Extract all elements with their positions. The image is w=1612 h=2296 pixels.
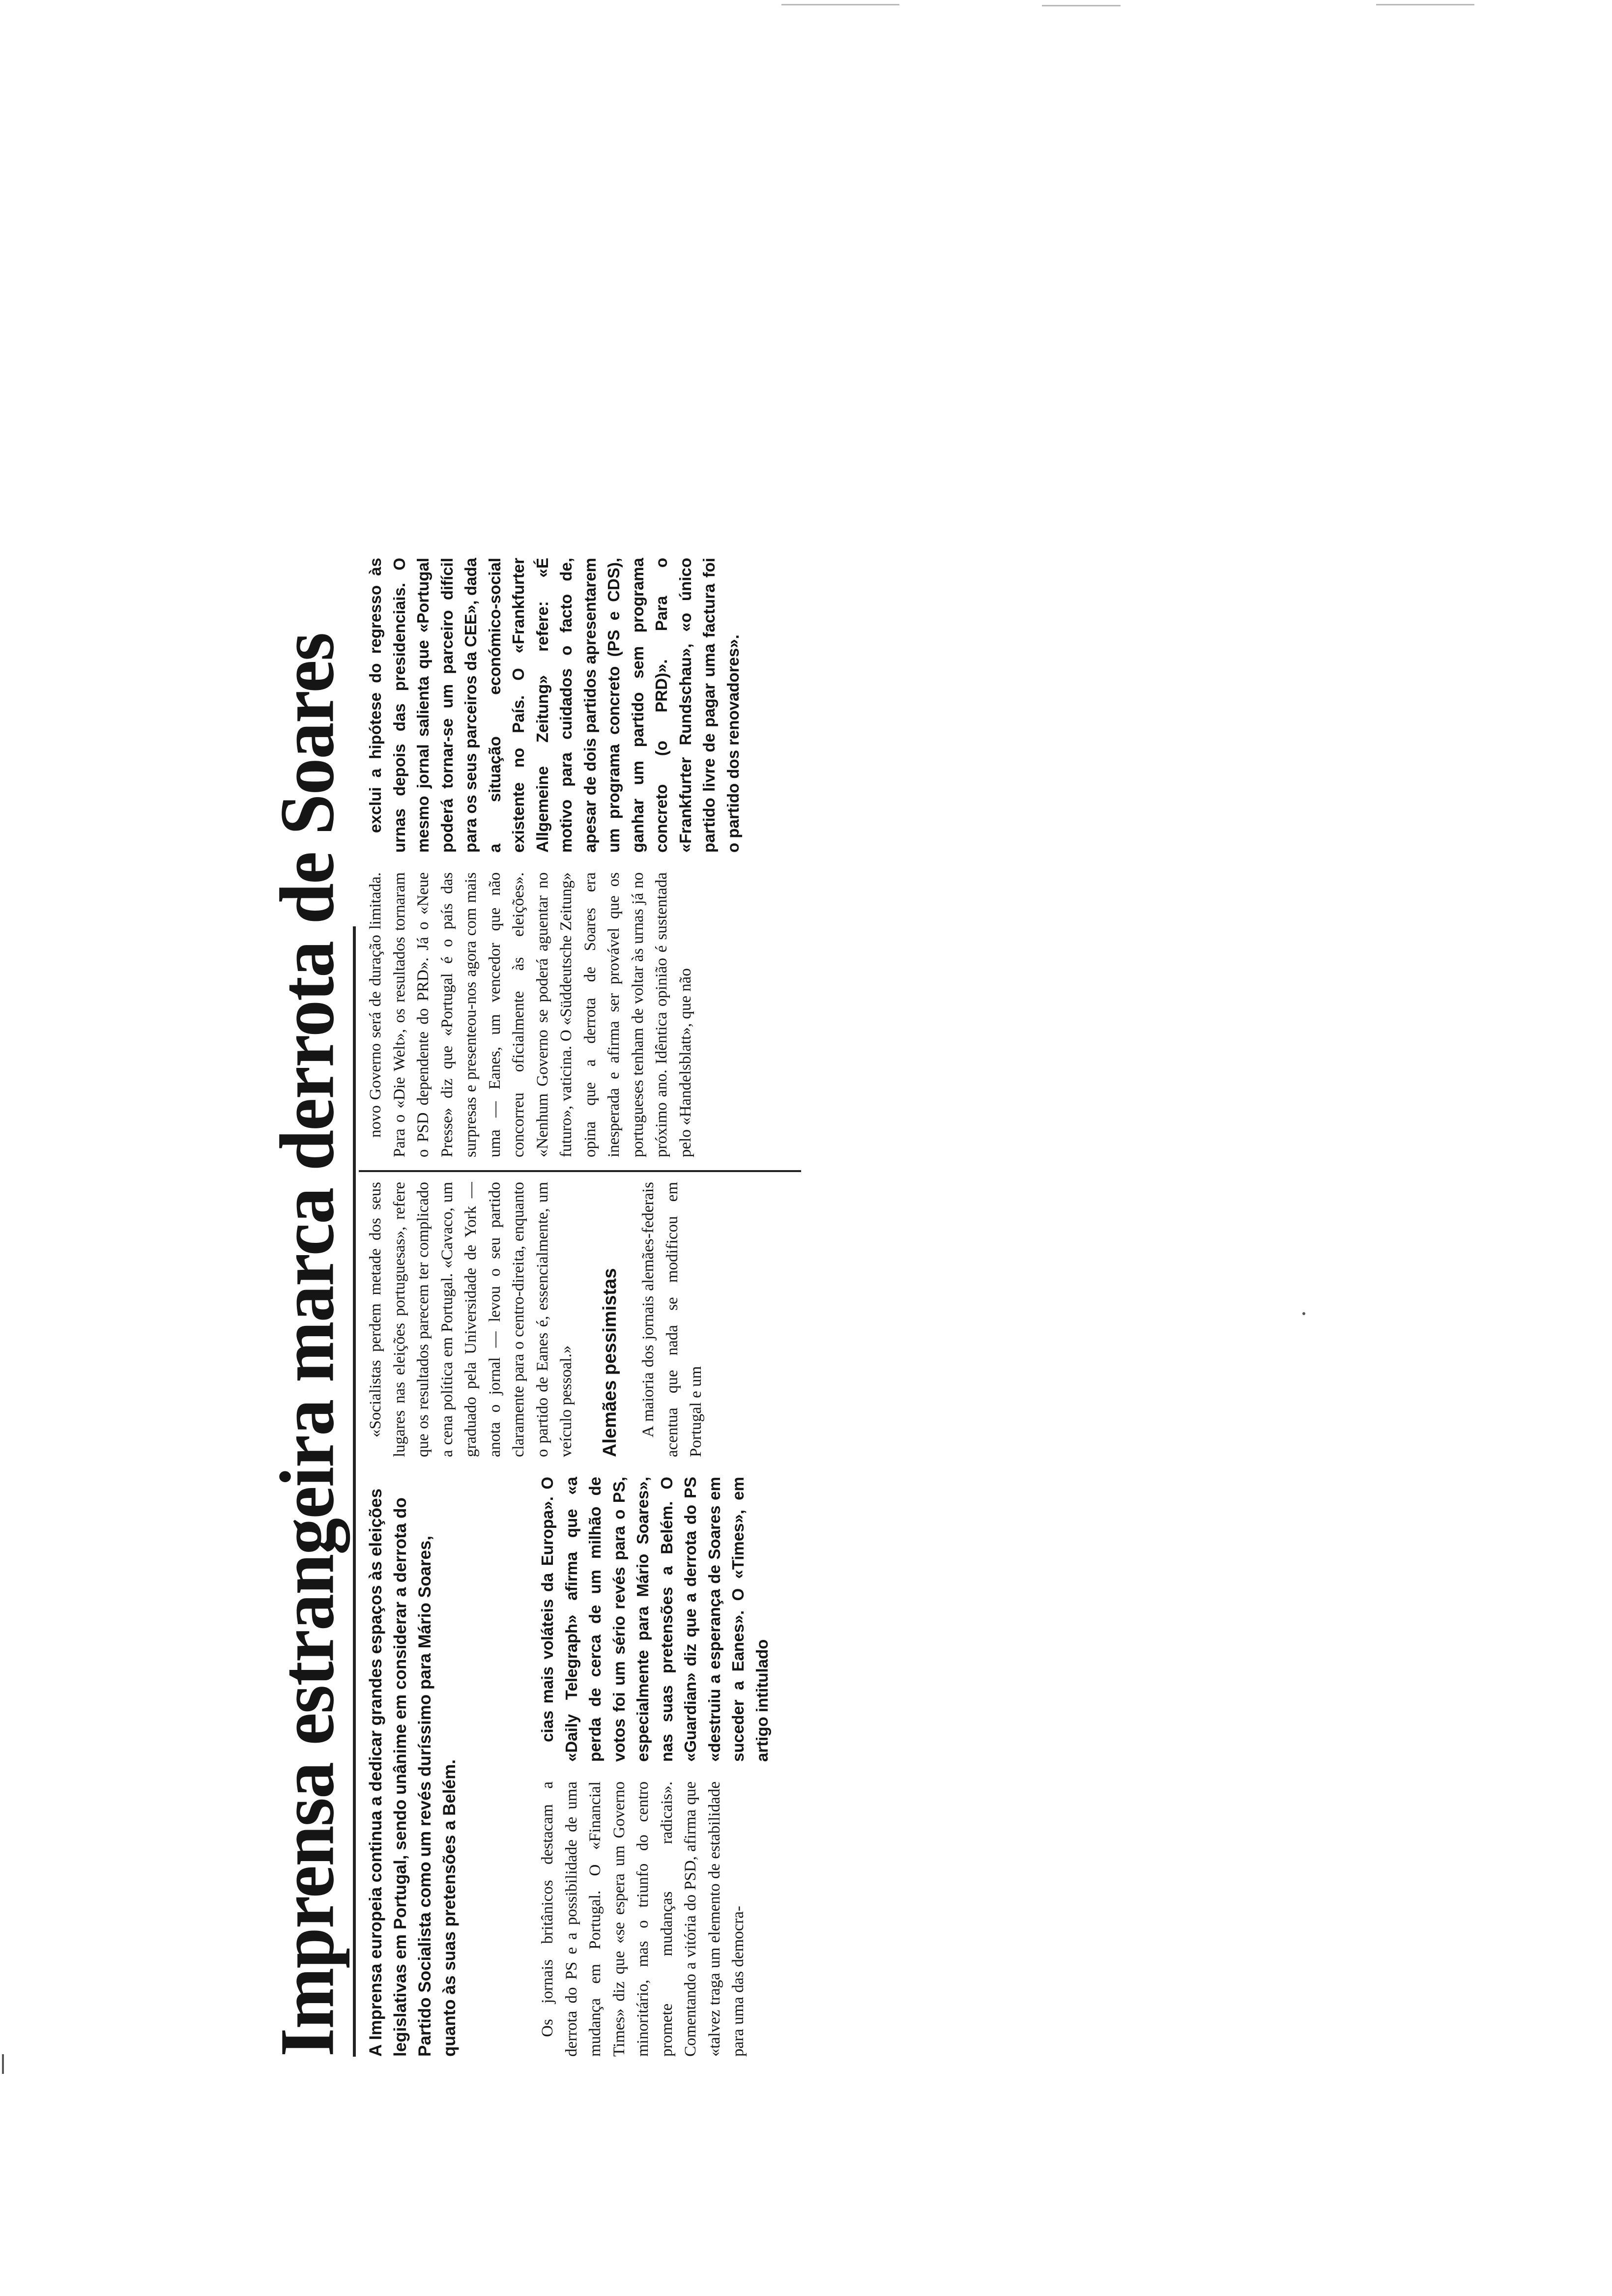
article-column-3	[364, 1182, 806, 1457]
scan-speck	[1302, 1312, 1305, 1315]
headline: Imprensa estrangeira marca derrota de Soares	[264, 633, 350, 2057]
article-column-4	[364, 872, 806, 1157]
paragraph: exclui a hipótese do regresso às urnas depois das presidenciais. O mesmo jornal salienta que «Portugal poderá tornar-se um parceiro difícil para os seus parceiros da CEE», dada a situação económico-social existente no País. O «Frankfurter Allgemeine Zeitung» refere: «É motivo para cuidados o facto de, apesar de dois partidos apresentarem um programa concreto (PS e CDS), ganhar um partido sem programa concreto (o PRD)». Para o «Frankfurter Rundschau», «o único partido livre de pagar uma factura foi o partido dos renovadores».	[366, 558, 742, 853]
paragraph: A maioria dos jornais alemães-federais acentua que nada se modificou em Portugal e um	[639, 1182, 705, 1457]
article-lead: A Imprensa europeia continua a dedicar grandes espaços às eleições legislativas em Portugal, sendo unânime em considerar a derrota do Partido Socialista como um revés duríssimo para Mário Soares, quanto às suas pretensões a Belém.	[366, 1488, 459, 2057]
newspaper-clipping	[260, 297, 811, 2066]
scan-mark	[1042, 5, 1121, 6]
column-rule	[359, 1170, 801, 1172]
article-column-5	[364, 558, 806, 853]
article-column-1b	[536, 1781, 811, 2057]
scan-mark	[1376, 4, 1474, 5]
paragraph: «Socialistas perdem metade dos seus lugares nas eleições portuguesas», refere que os resultados parecem ter complicado a cena política em Portugal. «Cavaco, um graduado pela Universidade de York — anota o jornal — levou o seu partido claramente para o centro-direita, enquanto o partido de Eanes é, essencialmente, um veículo pessoal.»	[367, 1182, 575, 1457]
paragraph: cias mais voláteis da Europa». O «Daily Telegraph» afirma que «a perda de cerca de um milhão de votos foi um sério revés para o PS, especialmente para Mário Soares», nas suas pretensões a Belém. O «Guardian» diz que a derrota do PS «destruiu a esperança de Soares em suceder a Eanes». O «Times», em artigo intitulado	[538, 1477, 771, 1762]
scan-mark	[781, 4, 899, 5]
paragraph: novo Governo será de duração limitada. Para o «Die Welt», os resultados tornaram o PSD dependente do PRD». Já o «Neue Presse» diz que «Portugal é o país das surpresas e presenteou-nos agora com mais uma — Eanes, um vencedor que não concorreu oficialmente às eleições». «Nenhum Governo se poderá aguentar no futuro», vaticina. O «Süddeutsche Zeitung» opina que a derrota de Soares era inesperada e afirma ser provável que os portugueses tenham de voltar às urnas já no próximo ano. Idêntica opinião é sustentada pelo «Handelsblatt», que não	[367, 872, 694, 1157]
article-column-2	[536, 1477, 811, 1762]
scan-speck	[2, 2054, 4, 2074]
section-subheading: Alemães pessimistas	[599, 1268, 620, 1457]
paragraph: Os jornais britânicos destacam a derrota do PS e a possibilidade de uma mudança em Portugal. O «Financial Times» diz que «se espera um Governo minoritário, mas o triunfo do centro promete mudanças radicais». Comentando a vitória do PSD, afirma que «talvez traga um elemento de estabilidade para uma das democra-	[539, 1781, 747, 2057]
headline-rule	[353, 926, 356, 2057]
